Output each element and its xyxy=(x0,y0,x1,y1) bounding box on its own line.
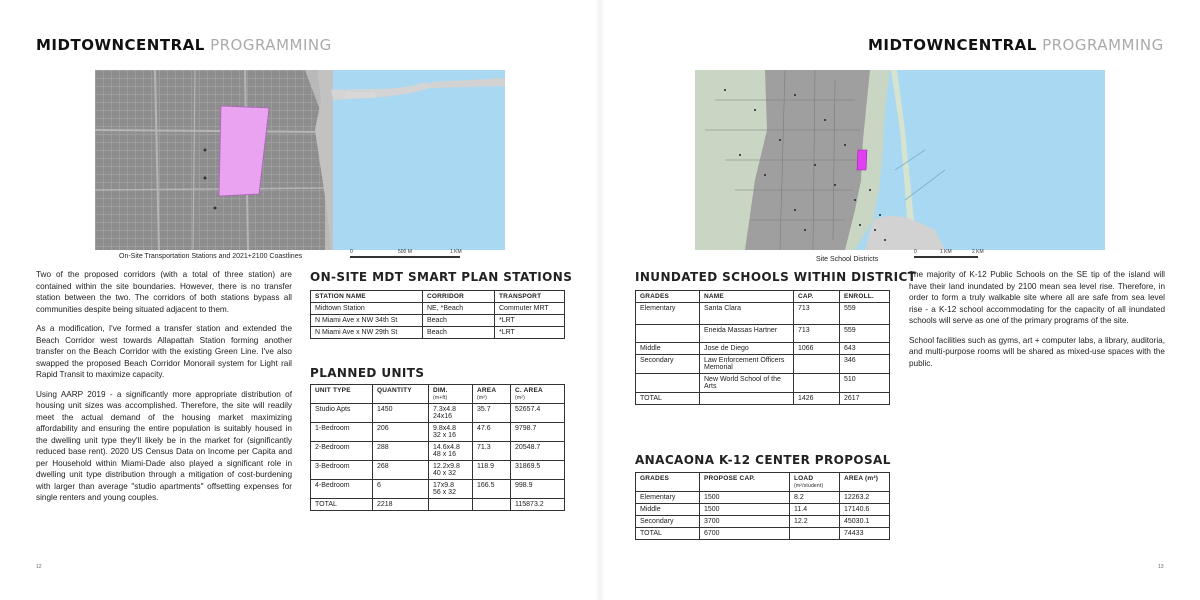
page-header xyxy=(36,36,332,54)
school-map-scalebar: 0 1 KM 2 KM xyxy=(914,252,989,262)
paragraph: The majority of K-12 Public Schools on the SE tip of the island will have their land inundated by 2100 mean sea level rise. Therefore, in order to form a truly walkable site where all are safe from sea level rise - a K-12 school accommodating for the capacity of all inundated schools will serve as one of the primary programs of the site. xyxy=(909,270,1165,325)
schools-title: INUNDATED SCHOOLS WITHIN DISTRICT xyxy=(635,270,917,284)
paragraph: As a modification, I've formed a transfer station and extended the Beach Corridor west towards Allapattah Station forming another transfer on the Beach Corridor with the existing Green Line. I've also swapped the proposed Beach Corridor Monorail system for Light rail Rapid Transit to maximize capacity. xyxy=(36,324,292,379)
header-light: PROGRAMMING xyxy=(210,36,332,54)
school-districts-map xyxy=(695,70,1105,250)
table-row: Secondary 3700 12.2 45030.1 xyxy=(636,516,890,528)
transport-map xyxy=(95,70,505,250)
table-row: Middle 1500 11.4 17140.6 xyxy=(636,504,890,516)
stations-title: ON-SITE MDT SMART PLAN STATIONS xyxy=(310,270,573,284)
table-header: DIM. (m+ft) xyxy=(429,385,473,404)
table-row: Studio Apts 1450 7.3x4.8 24x16 35.7 52657.4 xyxy=(311,404,565,423)
transport-map-caption: On-Site Transportation Stations and 2021+2100 Coastlines xyxy=(119,253,303,260)
table-header: C. AREA (m²) xyxy=(511,385,565,404)
table-row: Elementary Santa Clara 713 559 xyxy=(636,303,890,325)
stations-table xyxy=(310,290,565,339)
table-header: CAP. xyxy=(794,291,840,303)
table-header: LOAD (m²/student) xyxy=(790,473,840,492)
table-header: AREA (m²) xyxy=(840,473,890,492)
right-body-text xyxy=(909,269,1165,377)
left-body-text xyxy=(36,269,292,512)
units-title: PLANNED UNITS xyxy=(310,366,425,380)
table-row: N Miami Ave x NW 29th St Beach *LRT xyxy=(311,327,565,339)
table-header: GRADES xyxy=(636,291,700,303)
table-header: GRADES xyxy=(636,473,700,492)
table-row: N Miami Ave x NW 34th St Beach *LRT xyxy=(311,315,565,327)
table-row: Eneida Massas Hartner 713 559 xyxy=(636,325,890,343)
table-row: New World School of the Arts 510 xyxy=(636,374,890,393)
page-number: 12 xyxy=(36,564,42,570)
table-row: Middle Jose de Diego 1066 643 xyxy=(636,343,890,355)
table-header: ENROLL. xyxy=(840,291,890,303)
page-number: 13 xyxy=(1158,564,1164,570)
table-total-row: TOTAL 1426 2617 xyxy=(636,393,890,405)
table-header: QUANTITY xyxy=(373,385,429,404)
anacaona-title: ANACAONA K-12 CENTER PROPOSAL xyxy=(635,453,891,467)
table-row: 1-Bedroom 206 9.8x4.8 32 x 16 47.6 9798.7 xyxy=(311,423,565,442)
header-bold: MIDTOWNCENTRAL xyxy=(868,36,1037,54)
page-header xyxy=(868,36,1164,54)
table-total-row: TOTAL 6700 74433 xyxy=(636,528,890,540)
table-row: Midtown Station NE, *Beach Commuter MRT xyxy=(311,303,565,315)
anacaona-table xyxy=(635,472,890,540)
table-header: STATION NAME xyxy=(311,291,423,303)
table-header: PROPOSE CAP. xyxy=(700,473,790,492)
units-table xyxy=(310,384,565,511)
table-row: 2-Bedroom 288 14.6x4.8 48 x 16 71.3 20548.7 xyxy=(311,442,565,461)
paragraph: Using AARP 2019 - a significantly more appropriate distribution of housing unit sizes was accomplished. Therefore, the site will readily meet the actual demand of the housing market maximizing affordability and ensuring the entire population is suitably housed in the dwelling unit type they'll likely be in the market for (significantly reduced base rent). 2020 US Census Data on Income per Capita and per Household within Miami-Dade also played a significant role in dwelling unit type distribution through a mitigation of cost-burdening with larger than average "studio apartments" offsetting expenses for single renters and young couples. xyxy=(36,389,292,502)
header-bold: MIDTOWNCENTRAL xyxy=(36,36,205,54)
table-header: AREA (m²) xyxy=(473,385,511,404)
table-row: 3-Bedroom 268 12.2x9.8 40 x 32 118.9 31869.5 xyxy=(311,461,565,480)
table-header: NAME xyxy=(700,291,794,303)
transport-map-scalebar: 0 500 M 1 KM xyxy=(350,252,465,262)
paragraph: School facilities such as gyms, art + computer labs, a library, auditoria, and multi-purpose rooms will be shared as mixed-use spaces with the public. xyxy=(909,335,1165,368)
right-page xyxy=(600,0,1200,600)
table-row: Elementary 1500 8.2 12263.2 xyxy=(636,492,890,504)
schools-table xyxy=(635,290,890,405)
table-row: 4-Bedroom 6 17x9.8 56 x 32 166.5 998.9 xyxy=(311,480,565,499)
table-header: CORRIDOR xyxy=(423,291,495,303)
header-light: PROGRAMMING xyxy=(1042,36,1164,54)
table-header: TRANSPORT xyxy=(495,291,565,303)
school-map-caption: Site School Districts xyxy=(816,256,879,263)
paragraph: Two of the proposed corridors (with a total of three station) are contained within the site boundaries. However, there is no transfer station between the two. The corridors of both stations bypass all communities despite being situated adjacent to them. xyxy=(36,270,292,314)
table-total-row: TOTAL 2218 115873.2 xyxy=(311,499,565,511)
table-row: Secondary Law Enforcement Officers Memorial 346 xyxy=(636,355,890,374)
table-header: UNIT TYPE xyxy=(311,385,373,404)
